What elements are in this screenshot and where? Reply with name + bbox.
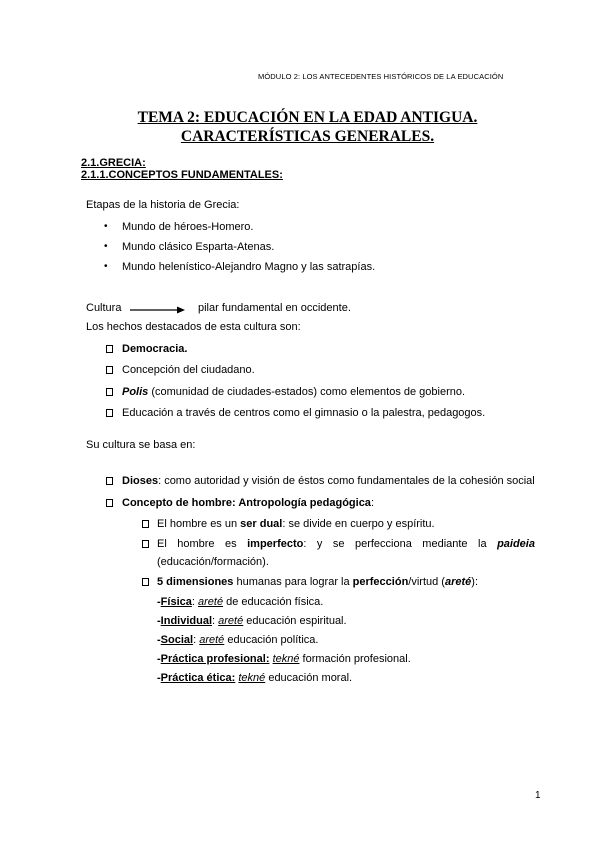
- hombre-colon: :: [370, 497, 374, 509]
- polis-description: (comunidad de ciudades-estados) como elementos de gobierno.: [148, 386, 466, 398]
- dimension-item: [157, 615, 347, 627]
- text: perfecciona: [354, 538, 412, 550]
- text: : se divide en cuerpo y espíritu.: [282, 518, 435, 530]
- checkbox-bullet-icon: [142, 578, 149, 586]
- ser-dual-term: ser dual: [240, 518, 283, 530]
- dioses-description: : como autoridad y visión de éstos como fundamentales de la cohesión social: [158, 475, 535, 487]
- dimension-name: Práctica ética:: [160, 672, 236, 684]
- dimension-item: [157, 634, 318, 646]
- bullet-dot-icon: •: [104, 241, 108, 252]
- checkbox-bullet-icon: [106, 409, 113, 417]
- text: se: [332, 538, 345, 550]
- dash: -: [157, 634, 161, 646]
- dimension-description: formación profesional.: [299, 653, 411, 665]
- dimension-description: educación espiritual.: [243, 615, 347, 627]
- list-item: Educación a través de centros como el gimnasio o la palestra, pedagogos.: [122, 407, 486, 419]
- text: ):: [471, 576, 479, 588]
- bullet-dot-icon: •: [104, 221, 108, 232]
- list-item: Concepción del ciudadano.: [122, 364, 255, 376]
- checkbox-bullet-icon: [106, 499, 113, 507]
- list-item: Mundo helenístico-Alejandro Magno y las satrapías.: [122, 261, 376, 273]
- dimension-term: tekné: [272, 653, 300, 665]
- text: imperfecto:: [247, 538, 307, 550]
- dimension-name: Práctica profesional:: [160, 653, 270, 665]
- list-item: [122, 497, 374, 509]
- separator: :: [191, 596, 198, 608]
- text: El hombre es un: [157, 518, 241, 530]
- dimension-description: de educación física.: [223, 596, 324, 608]
- dimension-name: Física: [160, 596, 192, 608]
- dash: -: [157, 672, 161, 684]
- list-item: Mundo de héroes-Homero.: [122, 221, 254, 233]
- dimension-name: Individual: [160, 615, 213, 627]
- dimension-term: tekné: [238, 672, 266, 684]
- separator: :: [193, 634, 200, 646]
- text: hombre: [177, 538, 215, 550]
- arrow-right-icon: [130, 305, 186, 315]
- checkbox-bullet-icon: [142, 540, 149, 548]
- text: y: [316, 538, 323, 550]
- dash: -: [157, 596, 161, 608]
- basa-intro: Su cultura se basa en:: [86, 439, 196, 451]
- text: /virtud (: [408, 576, 445, 588]
- cultura-label: Cultura: [86, 302, 122, 314]
- hechos-intro: Los hechos destacados de esta cultura son:: [86, 321, 301, 333]
- paideia-term: paideia: [497, 538, 535, 550]
- section-heading-conceptos: 2.1.1.CONCEPTOS FUNDAMENTALES:: [81, 169, 283, 181]
- dimension-item: [157, 653, 411, 665]
- dash: -: [157, 615, 161, 627]
- text: mediante: [422, 538, 468, 550]
- dimension-item: [157, 672, 352, 684]
- text: es: [225, 538, 237, 550]
- dash: -: [157, 653, 161, 665]
- polis-term: Polis: [122, 386, 149, 398]
- running-header: MÓDULO 2: LOS ANTECEDENTES HISTÓRICOS DE LA EDUCACIÓN: [258, 72, 504, 81]
- dimensiones-term: 5 dimensiones: [157, 576, 234, 588]
- dimension-description: educación política.: [224, 634, 319, 646]
- list-item: [122, 475, 535, 487]
- bullet-dot-icon: •: [104, 261, 108, 272]
- dimension-name: Social: [160, 634, 194, 646]
- sub-list-item-continuation: (educación/formación).: [157, 556, 269, 568]
- section-heading-grecia: 2.1.GRECIA:: [81, 157, 146, 169]
- checkbox-bullet-icon: [106, 388, 113, 396]
- arete-term: areté: [444, 576, 472, 588]
- dimension-term: areté: [218, 615, 244, 627]
- etapas-intro: Etapas de la historia de Grecia:: [86, 199, 240, 211]
- dimension-term: areté: [199, 634, 225, 646]
- checkbox-bullet-icon: [106, 366, 113, 374]
- checkbox-bullet-icon: [106, 345, 113, 353]
- checkbox-bullet-icon: [142, 520, 149, 528]
- cultura-text: pilar fundamental en occidente.: [198, 302, 351, 314]
- checkbox-bullet-icon: [106, 477, 113, 485]
- sub-list-item: [157, 538, 535, 550]
- dioses-term: Dioses: [122, 475, 159, 487]
- page-number: 1: [535, 790, 541, 801]
- list-item: Mundo clásico Esparta-Atenas.: [122, 241, 275, 253]
- dimension-item: [157, 596, 323, 608]
- document-title: TEMA 2: EDUCACIÓN EN LA EDAD ANTIGUA. CARACTERÍSTICAS GENERALES.: [137, 109, 478, 145]
- perfeccion-term: perfección: [352, 576, 409, 588]
- list-item: Democracia.: [122, 343, 188, 355]
- separator: :: [212, 615, 219, 627]
- sub-list-item: [157, 518, 435, 530]
- imperfecto-term: imperfecto: [247, 538, 304, 550]
- text: El: [157, 538, 167, 550]
- hombre-term: Concepto de hombre: Antropología pedagógica: [122, 497, 371, 509]
- sub-list-item: [157, 576, 478, 588]
- list-item: [122, 386, 465, 398]
- text: la: [478, 538, 487, 550]
- dimension-description: educación moral.: [265, 672, 353, 684]
- text: humanas para lograr la: [233, 576, 353, 588]
- dimension-term: areté: [197, 596, 224, 608]
